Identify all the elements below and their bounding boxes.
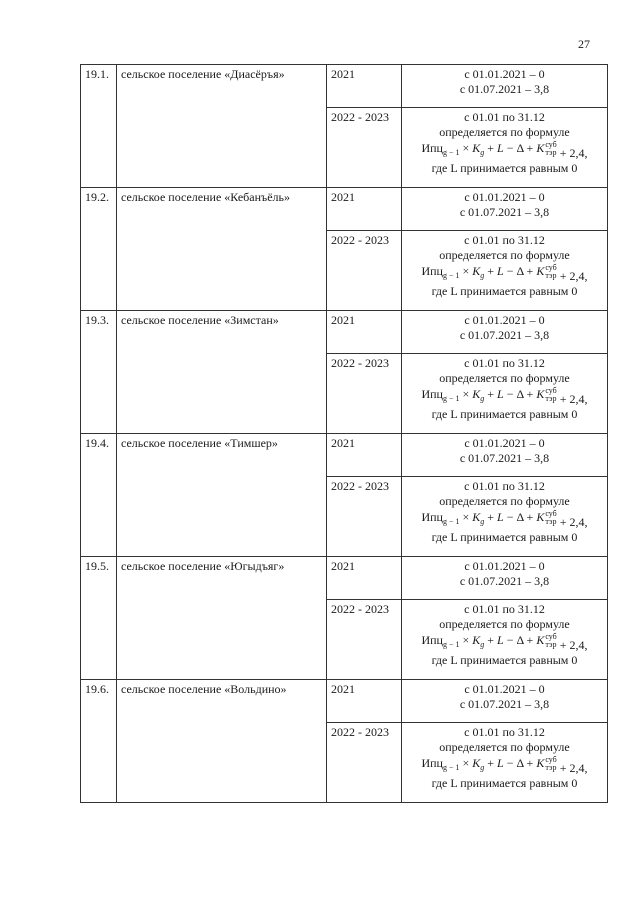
value-line: с 01.01.2021 – 0 [464, 436, 545, 450]
value-line: где L принимается равным 0 [431, 407, 578, 421]
formula: $Ипц_{g - 1} \times K_g + L - \Delta$ + Kсуб тэр + 2,4, [421, 755, 588, 775]
row-number: 19.2. [81, 188, 117, 311]
value-line: с 01.01.2021 – 0 [464, 313, 545, 327]
year-cell: 2021 [327, 188, 402, 231]
value-cell [402, 108, 608, 188]
row-number: 19.1. [81, 65, 117, 188]
value-cell [402, 188, 608, 231]
table-row [81, 680, 608, 723]
year-cell: 2022 - 2023 [327, 723, 402, 803]
value-line: с 01.07.2021 – 3,8 [459, 697, 550, 711]
settlement-name: сельское поселение «Югыдъяг» [117, 557, 327, 680]
value-line: определяется по формуле [439, 617, 570, 631]
year-cell: 2021 [327, 311, 402, 354]
value-line: где L принимается равным 0 [431, 653, 578, 667]
value-line: где L принимается равным 0 [431, 530, 578, 544]
value-cell [402, 600, 608, 680]
value-line: где L принимается равным 0 [431, 284, 578, 298]
value-cell [402, 434, 608, 477]
row-number: 19.5. [81, 557, 117, 680]
value-line: с 01.01 по 31.12 [464, 602, 545, 616]
value-line: определяется по формуле [439, 494, 570, 508]
value-line: определяется по формуле [439, 125, 570, 139]
value-cell [402, 65, 608, 108]
value-cell [402, 354, 608, 434]
value-cell [402, 311, 608, 354]
value-line: с 01.01.2021 – 0 [464, 190, 545, 204]
year-cell: 2022 - 2023 [327, 231, 402, 311]
table-row [81, 557, 608, 600]
value-line: с 01.07.2021 – 3,8 [459, 205, 550, 219]
value-line: с 01.07.2021 – 3,8 [459, 328, 550, 342]
settlement-name: сельское поселение «Кебанъёль» [117, 188, 327, 311]
settlement-name: сельское поселение «Диасёръя» [117, 65, 327, 188]
value-line: с 01.01 по 31.12 [464, 725, 545, 739]
value-line: определяется по формуле [439, 740, 570, 754]
value-line: с 01.01 по 31.12 [464, 356, 545, 370]
year-cell: 2022 - 2023 [327, 354, 402, 434]
value-line: с 01.01.2021 – 0 [464, 67, 545, 81]
value-cell [402, 680, 608, 723]
year-cell: 2021 [327, 434, 402, 477]
settlement-name: сельское поселение «Зимстан» [117, 311, 327, 434]
value-line: с 01.07.2021 – 3,8 [459, 451, 550, 465]
value-line: где L принимается равным 0 [431, 776, 578, 790]
row-number: 19.4. [81, 434, 117, 557]
value-line: определяется по формуле [439, 248, 570, 262]
table-row [81, 188, 608, 231]
row-number: 19.3. [81, 311, 117, 434]
value-line: с 01.01.2021 – 0 [464, 682, 545, 696]
value-line: с 01.07.2021 – 3,8 [459, 82, 550, 96]
settlement-name: сельское поселение «Тимшер» [117, 434, 327, 557]
value-line: где L принимается равным 0 [431, 161, 578, 175]
year-cell: 2021 [327, 680, 402, 723]
value-line: определяется по формуле [439, 371, 570, 385]
formula: $Ипц_{g - 1} \times K_g + L - \Delta$ + Kсуб тэр + 2,4, [421, 386, 588, 406]
year-cell: 2022 - 2023 [327, 477, 402, 557]
value-cell [402, 723, 608, 803]
settlement-name: сельское поселение «Вольдино» [117, 680, 327, 803]
row-number: 19.6. [81, 680, 117, 803]
value-cell [402, 477, 608, 557]
year-cell: 2022 - 2023 [327, 108, 402, 188]
formula: $Ипц_{g - 1} \times K_g + L - \Delta$ + Kсуб тэр + 2,4, [421, 140, 588, 160]
value-line: с 01.01 по 31.12 [464, 479, 545, 493]
page-number: 27 [578, 37, 590, 51]
value-cell [402, 231, 608, 311]
year-cell: 2022 - 2023 [327, 600, 402, 680]
formula: $Ипц_{g - 1} \times K_g + L - \Delta$ + Kсуб тэр + 2,4, [421, 509, 588, 529]
table-row [81, 65, 608, 108]
year-cell: 2021 [327, 557, 402, 600]
table-row [81, 311, 608, 354]
year-cell: 2021 [327, 65, 402, 108]
tariff-table [80, 64, 608, 803]
formula: $Ипц_{g - 1} \times K_g + L - \Delta$ + Kсуб тэр + 2,4, [421, 632, 588, 652]
value-cell [402, 557, 608, 600]
value-line: с 01.07.2021 – 3,8 [459, 574, 550, 588]
formula: $Ипц_{g - 1} \times K_g + L - \Delta$ + Kсуб тэр + 2,4, [421, 263, 588, 283]
value-line: с 01.01.2021 – 0 [464, 559, 545, 573]
value-line: с 01.01 по 31.12 [464, 233, 545, 247]
table-row [81, 434, 608, 477]
value-line: с 01.01 по 31.12 [464, 110, 545, 124]
